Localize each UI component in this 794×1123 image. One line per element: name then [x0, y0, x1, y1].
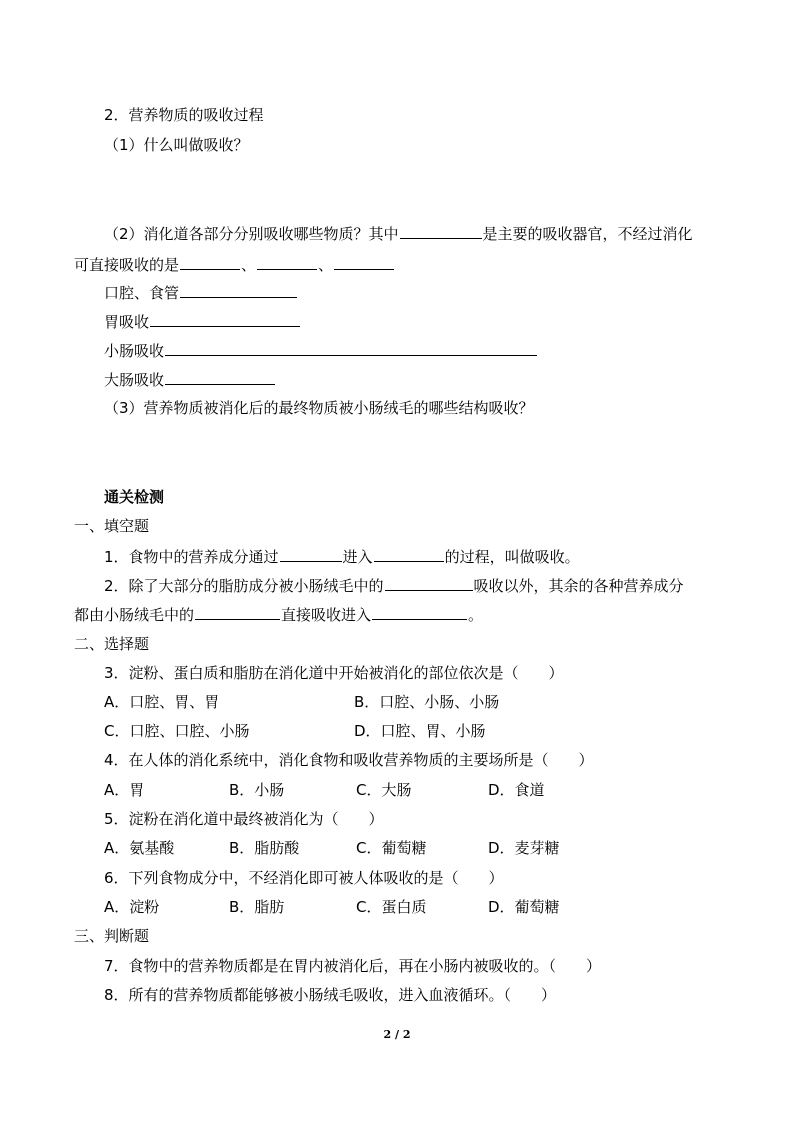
fill1-text-c: 的过程，叫做吸收。 [444, 548, 580, 566]
answer-blank[interactable] [195, 604, 280, 620]
row-label: 小肠吸收 [104, 342, 165, 360]
option-d[interactable]: D．葡萄糖 [488, 898, 560, 916]
option-a[interactable]: A．口腔、胃、胃 [104, 693, 220, 711]
option-a[interactable]: A．淀粉 [104, 898, 160, 916]
check-title: 通关检测 [104, 488, 165, 506]
row-small-intestine [104, 340, 538, 361]
option-b[interactable]: B．脂肪酸 [229, 839, 300, 857]
option-c[interactable]: C．葡萄糖 [356, 839, 427, 857]
separator: 、 [241, 256, 257, 274]
answer-blank[interactable] [400, 223, 482, 239]
answer-blank[interactable] [374, 546, 444, 562]
part-true-false: 三、判断题 [74, 927, 150, 945]
answer-blank[interactable] [180, 282, 297, 298]
option-b[interactable]: B．脂肪 [229, 898, 285, 916]
answer-blank[interactable] [180, 254, 240, 270]
tf-question-8: 8．所有的营养物质都能够被小肠绒毛吸收，进入血液循环。（ ） [104, 986, 557, 1004]
q2-text-a: （2）消化道各部分分别吸收哪些物质？其中 [104, 225, 399, 243]
mc-question-5: 5．淀粉在消化道中最终被消化为（ ） [104, 810, 384, 828]
answer-blank[interactable] [257, 254, 317, 270]
option-c[interactable]: C．口腔、口腔、小肠 [104, 722, 250, 740]
fill2-text-d: 直接吸收进入 [281, 606, 372, 624]
option-a[interactable]: A．胃 [104, 781, 145, 799]
mc-question-6: 6．下列食物成分中，不经消化即可被人体吸收的是（ ） [104, 869, 504, 887]
fill2-text-b: 吸收以外，其余的各种营养成分 [473, 577, 684, 595]
question-what-is-absorption: （1）什么叫做吸收？ [104, 136, 249, 154]
row-stomach [104, 311, 301, 332]
tf-question-7: 7．食物中的营养物质都是在胃内被消化后，再在小肠内被吸收的。（ ） [104, 957, 602, 975]
fill-question-2 [104, 575, 684, 596]
question-villi-structures: （3）营养物质被消化后的最终物质被小肠绒毛的哪些结构吸收？ [104, 399, 534, 417]
row-label: 口腔、食管 [104, 284, 180, 302]
option-a[interactable]: A．氨基酸 [104, 839, 175, 857]
option-c[interactable]: C．蛋白质 [356, 898, 427, 916]
part-fill-blank: 一、填空题 [74, 517, 150, 535]
answer-blank[interactable] [280, 546, 342, 562]
answer-blank[interactable] [150, 311, 300, 327]
section-title: 2．营养物质的吸收过程 [104, 106, 264, 124]
fill2-text-a: 2．除了大部分的脂肪成分被小肠绒毛中的 [104, 577, 384, 595]
mc-question-4: 4．在人体的消化系统中，消化食物和吸收营养物质的主要场所是（ ） [104, 751, 594, 769]
option-d[interactable]: D．口腔、胃、小肠 [354, 722, 486, 740]
fill-question-1 [104, 546, 580, 567]
fill2-text-e: 。 [468, 606, 484, 624]
q2-line2-text: 可直接吸收的是 [74, 256, 180, 274]
answer-blank[interactable] [165, 369, 275, 385]
row-label: 胃吸收 [104, 313, 150, 331]
fill1-text-b: 进入 [342, 548, 373, 566]
question-absorption-parts [104, 223, 693, 244]
fill1-text-a: 1．食物中的营养成分通过 [104, 548, 279, 566]
answer-blank[interactable] [385, 575, 473, 591]
fill2-text-c: 都由小肠绒毛中的 [74, 606, 195, 624]
option-d[interactable]: D．麦芽糖 [488, 839, 560, 857]
row-label: 大肠吸收 [104, 371, 165, 389]
separator: 、 [318, 256, 334, 274]
answer-blank[interactable] [334, 254, 394, 270]
part-multiple-choice: 二、选择题 [74, 635, 150, 653]
option-b[interactable]: B．小肠 [229, 781, 285, 799]
answer-blank[interactable] [165, 340, 537, 356]
question-direct-absorption [74, 254, 395, 275]
option-d[interactable]: D．食道 [488, 781, 545, 799]
q2-text-b: 是主要的吸收器官，不经过消化 [482, 225, 693, 243]
row-oral [104, 282, 298, 303]
option-c[interactable]: C．大肠 [356, 781, 412, 799]
option-b[interactable]: B．口腔、小肠、小肠 [354, 693, 500, 711]
page-number: 2 / 2 [383, 1028, 411, 1041]
answer-blank[interactable] [372, 604, 467, 620]
row-large-intestine [104, 369, 276, 390]
mc-question-3: 3．淀粉、蛋白质和脂肪在消化道中开始被消化的部位依次是（ ） [104, 664, 564, 682]
fill-question-2-cont [74, 604, 483, 625]
